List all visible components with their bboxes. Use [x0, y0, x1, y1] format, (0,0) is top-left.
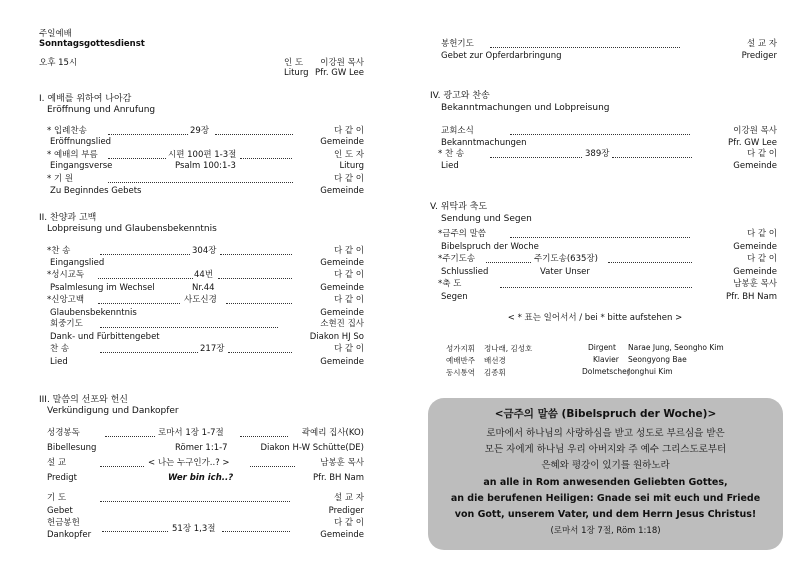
- sec4-heading-ko: IV. 광고와 찬송: [430, 91, 490, 101]
- staff-names-de: Jonghui Kim: [628, 367, 673, 376]
- row-right-de: Pfr. GW Lee: [728, 138, 777, 148]
- verse-reference: (로마서 1장 7절, Röm 1:18): [550, 526, 661, 536]
- row-right-ko: 설 교 자: [746, 39, 777, 49]
- row-right-de: Prediger: [741, 51, 777, 61]
- row-mid-de: Vater Unser: [540, 267, 590, 277]
- row-label-ko: 성경봉독: [47, 428, 80, 438]
- leader-name-ko: 이강원 목사: [320, 58, 364, 68]
- row-right-ko: 소현진 집사: [320, 319, 364, 329]
- staff-role-ko: 성가지휘: [446, 344, 475, 353]
- row-mid: 304장: [192, 246, 217, 256]
- verse-de-line: von Gott, unserem Vater, und dem Herrn Jesus Christus!: [454, 509, 757, 520]
- row-right-ko: 남봉훈 목사: [733, 279, 777, 289]
- verse-de-line: an die berufenen Heiligen: Gnade sei mit euch und Friede: [450, 493, 761, 504]
- row-label-de: Bekanntmachungen: [441, 138, 527, 148]
- row-label-ko: 헌금봉헌: [47, 518, 80, 528]
- row-right-de: Gemeinde: [320, 137, 364, 147]
- service-time: 오후 15시: [39, 58, 78, 68]
- row-right-ko: 다 같 이: [333, 246, 364, 256]
- row-right-ko: 다 같 이: [333, 126, 364, 136]
- row-right-de: Gemeinde: [733, 242, 777, 252]
- row-label-ko: *찬 송: [47, 246, 71, 256]
- row-right-ko: 다 같 이: [333, 295, 364, 305]
- staff-role-de: Dolmetscher: [582, 367, 630, 376]
- row-label-ko: 봉헌기도: [441, 39, 474, 49]
- row-mid: 44번: [194, 270, 214, 280]
- row-label-ko: 회중기도: [50, 319, 83, 329]
- row-mid-de: Römer 1:1-7: [175, 443, 228, 453]
- row-label-ko: 교회소식: [441, 126, 474, 136]
- row-right-ko: 다 같 이: [746, 229, 777, 239]
- title-ko: 주일예배: [39, 29, 72, 39]
- row-label-ko: * 기 원: [47, 174, 74, 184]
- staff-role-de: Dirgent: [588, 343, 616, 352]
- row-right-de: Diakon HJ So: [309, 332, 364, 342]
- sec2-heading-ko: II. 찬양과 고백: [39, 213, 97, 223]
- row-label-de: Eingangslied: [50, 258, 105, 268]
- row-label-ko: * 찬 송: [438, 149, 465, 159]
- verse-ko-line: 로마에서 하나님의 사랑하심을 받고 성도로 부르심을 받은: [486, 428, 725, 439]
- sec1-heading-de: Eröffnung und Anrufung: [47, 105, 156, 115]
- row-right-ko: 다 같 이: [333, 344, 364, 354]
- verse-ko-line: 모든 자에게 하나님 우리 아버지와 주 예수 그리스도로부터: [484, 444, 727, 455]
- row-right-ko: 다 같 이: [333, 270, 364, 280]
- verse-ko-line: 은혜와 평강이 있기를 원하노라: [541, 460, 670, 471]
- row-mid-de: Psalm 100:1-3: [175, 161, 236, 171]
- row-label-de: Bibelspruch der Woche: [441, 242, 539, 252]
- staff-role-ko: 예배반주: [446, 356, 475, 365]
- row-label-ko: * 예배의 부름: [47, 150, 98, 160]
- verse-box: [428, 398, 783, 550]
- verse-title: <금주의 말씀 (Bibelspruch der Woche)>: [494, 408, 717, 420]
- row-mid: 389장: [585, 149, 610, 159]
- staff-names-ko: 정나래, 김성호: [484, 344, 533, 353]
- row-label-ko: 설 교: [47, 458, 67, 468]
- sec3-heading-de: Verkündigung und Dankopfer: [47, 406, 179, 416]
- row-label-de: Gebet: [47, 506, 73, 516]
- row-label-de: Gebet zur Opferdarbringung: [441, 51, 562, 61]
- verse-de-line: an alle in Rom anwesenden Geliebten Gottes,: [483, 477, 728, 488]
- row-right-de: Gemeinde: [320, 308, 364, 318]
- row-label-ko: *축 도: [438, 279, 462, 289]
- row-right-ko: 남봉훈 목사: [320, 458, 364, 468]
- staff-role-de: Klavier: [593, 355, 619, 364]
- row-label-ko: 기 도: [47, 493, 67, 503]
- row-label-de: Predigt: [47, 473, 77, 483]
- row-right-de: Gemeinde: [733, 267, 777, 277]
- row-label-de: Dank- und Fürbittengebet: [50, 332, 160, 342]
- row-right-de: Gemeinde: [320, 258, 364, 268]
- row-label-de: Lied: [441, 161, 459, 171]
- row-label-de: Eröffnungslied: [50, 137, 112, 147]
- row-label-de: Lied: [50, 357, 68, 367]
- row-label-ko: * 입례찬송: [47, 126, 87, 136]
- row-right-de: Diakon H-W Schütte(DE): [260, 443, 364, 453]
- row-right-ko: 다 같 이: [333, 518, 364, 528]
- row-mid: 사도신경: [184, 295, 217, 305]
- row-label-de: Psalmlesung im Wechsel: [50, 283, 155, 293]
- row-right-ko: 다 같 이: [746, 254, 777, 264]
- row-right-ko: 설 교 자: [333, 493, 364, 503]
- row-right-ko: 이강원 목사: [733, 126, 777, 136]
- row-mid: 29장: [190, 126, 210, 136]
- sec4-heading-de: Bekanntmachungen und Lobpreisung: [441, 103, 610, 113]
- staff-names-de: Narae Jung, Seongho Kim: [628, 343, 724, 352]
- row-label-ko: *성시교독: [47, 270, 85, 280]
- leader-name-de: Pfr. GW Lee: [315, 68, 364, 78]
- row-right-ko: 인 도 자: [333, 150, 364, 160]
- row-mid: 주기도송(635장): [534, 254, 598, 264]
- row-right-de: Pfr. BH Nam: [725, 292, 777, 302]
- staff-names-de: Seongyong Bae: [628, 355, 687, 364]
- row-label-de: Segen: [441, 292, 468, 302]
- row-label-ko: *신앙고백: [47, 295, 85, 305]
- sec5-heading-de: Sendung und Segen: [441, 214, 532, 224]
- title-de: Sonntagsgottesdienst: [39, 39, 145, 49]
- row-mid: 시편 100편 1-3절: [168, 150, 237, 160]
- standing-note: < * 표는 일어서서 / bei * bitte aufstehen >: [507, 313, 683, 323]
- row-right-de: Gemeinde: [320, 186, 364, 196]
- leader-role-ko: 인 도: [284, 58, 304, 68]
- leader-role-de: Liturg: [284, 68, 309, 78]
- sec2-heading-de: Lobpreisung und Glaubensbekenntnis: [47, 224, 217, 234]
- staff-names-ko: 배선경: [484, 356, 506, 365]
- row-label-de: Bibellesung: [47, 443, 97, 453]
- row-right-ko: 다 같 이: [746, 149, 777, 159]
- row-label-de: Glaubensbekenntnis: [50, 308, 137, 318]
- sec3-heading-ko: III. 말씀의 선포와 헌신: [39, 395, 128, 405]
- staff-names-ko: 김종휘: [484, 368, 506, 377]
- row-mid-de: Wer bin ich..?: [168, 473, 234, 483]
- row-right-de: Gemeinde: [320, 530, 364, 540]
- row-right-ko: 곽예리 집사(KO): [301, 428, 364, 438]
- row-mid: 217장: [200, 344, 225, 354]
- row-label-de: Eingangsverse: [50, 161, 113, 171]
- row-right-de: Prediger: [328, 506, 364, 516]
- row-right-de: Gemeinde: [320, 357, 364, 367]
- row-right-de: Gemeinde: [733, 161, 777, 171]
- row-label-ko: *금주의 말씀: [438, 229, 487, 239]
- row-label-de: Zu Beginndes Gebets: [50, 186, 142, 196]
- row-right-ko: 다 같 이: [333, 174, 364, 184]
- row-mid: 51장 1,3절: [172, 524, 216, 534]
- row-right-de: Pfr. BH Nam: [312, 473, 364, 483]
- row-mid: < 나는 누구인가..? >: [148, 458, 230, 468]
- row-label-ko: *주기도송: [438, 254, 476, 264]
- sec1-heading-ko: I. 예배를 위하여 나아감: [39, 94, 132, 104]
- row-label-de: Schlusslied: [441, 267, 489, 277]
- row-label-de: Dankopfer: [47, 530, 92, 540]
- row-mid: 로마서 1장 1-7절: [158, 428, 224, 438]
- staff-role-ko: 동시통역: [446, 368, 475, 377]
- sec5-heading-ko: V. 위탁과 축도: [430, 202, 488, 212]
- row-mid-de: Nr.44: [192, 283, 215, 293]
- row-right-de: Liturg: [339, 161, 364, 171]
- row-label-ko: 찬 송: [50, 344, 70, 354]
- row-right-de: Gemeinde: [320, 283, 364, 293]
